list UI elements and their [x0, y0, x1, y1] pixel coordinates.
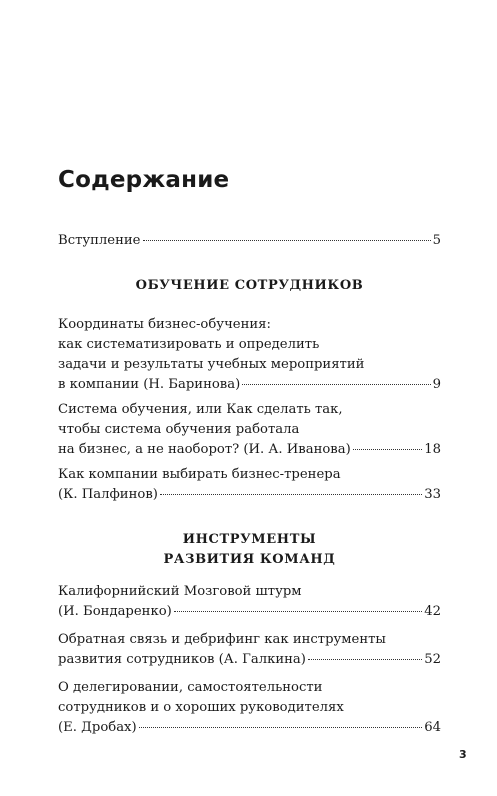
toc-entry: [58, 678, 441, 738]
dot-leader: [143, 240, 431, 241]
toc-entry-line: Координаты бизнес-обучения:: [58, 317, 271, 332]
toc-entry: [58, 315, 441, 395]
toc-entry-line: на бизнес, а не наоборот? (И. А. Иванова): [58, 442, 351, 457]
toc-page-number: 33: [424, 487, 441, 502]
toc-entry-line: как систематизировать и определить: [58, 337, 320, 352]
toc-entry: [58, 630, 441, 670]
toc-entry-line: развития сотрудников (А. Галкина): [58, 652, 306, 667]
section-heading-line: ИНСТРУМЕНТЫ: [182, 532, 317, 547]
toc-entry-line: Калифорнийский Мозговой штурм: [58, 584, 302, 599]
page-title: Содержание: [58, 167, 230, 193]
section-heading: ОБУЧЕНИЕ СОТРУДНИКОВ: [135, 278, 364, 293]
dot-leader: [139, 727, 423, 728]
toc-entry: [58, 400, 441, 460]
toc-page-number: 5: [432, 233, 441, 248]
dot-leader: [174, 611, 422, 612]
toc-entry-line: О делегировании, самостоятельности: [58, 680, 323, 695]
toc-page-number: 9: [432, 377, 441, 392]
toc-entry-line: сотрудников и о хороших руководителях: [58, 700, 344, 715]
dot-leader: [242, 384, 430, 385]
toc-entry-line: чтобы система обучения работала: [58, 422, 300, 437]
toc-entry-line: задачи и результаты учебных мероприятий: [58, 357, 365, 372]
toc-entry-intro: [58, 231, 441, 251]
toc-entry-line: в компании (Н. Баринова): [58, 377, 241, 392]
dot-leader: [353, 449, 422, 450]
toc-entry: [58, 465, 441, 505]
dot-leader: [308, 659, 422, 660]
toc-entry-line: Система обучения, или Как сделать так,: [58, 402, 343, 417]
dot-leader: [160, 494, 422, 495]
toc-page-number: 52: [424, 652, 441, 667]
toc-page-number: 42: [424, 604, 441, 619]
toc-page-number: 64: [424, 720, 441, 735]
toc-entry-text: Вступление: [58, 233, 141, 248]
section-heading: [58, 530, 441, 570]
toc-entry: [58, 582, 441, 622]
toc-page-number: 18: [424, 442, 441, 457]
toc-entry-line: (И. Бондаренко): [58, 604, 172, 619]
toc-entry-line: Как компании выбирать бизнес-тренера: [58, 467, 341, 482]
page-number: 3: [459, 748, 467, 761]
toc-entry-line: (Е. Дробах): [58, 720, 137, 735]
toc-entry-line: (К. Палфинов): [58, 487, 158, 502]
toc-entry-line: Обратная связь и дебрифинг как инструменты: [58, 632, 386, 647]
section-heading-line: РАЗВИТИЯ КОМАНД: [163, 552, 336, 567]
